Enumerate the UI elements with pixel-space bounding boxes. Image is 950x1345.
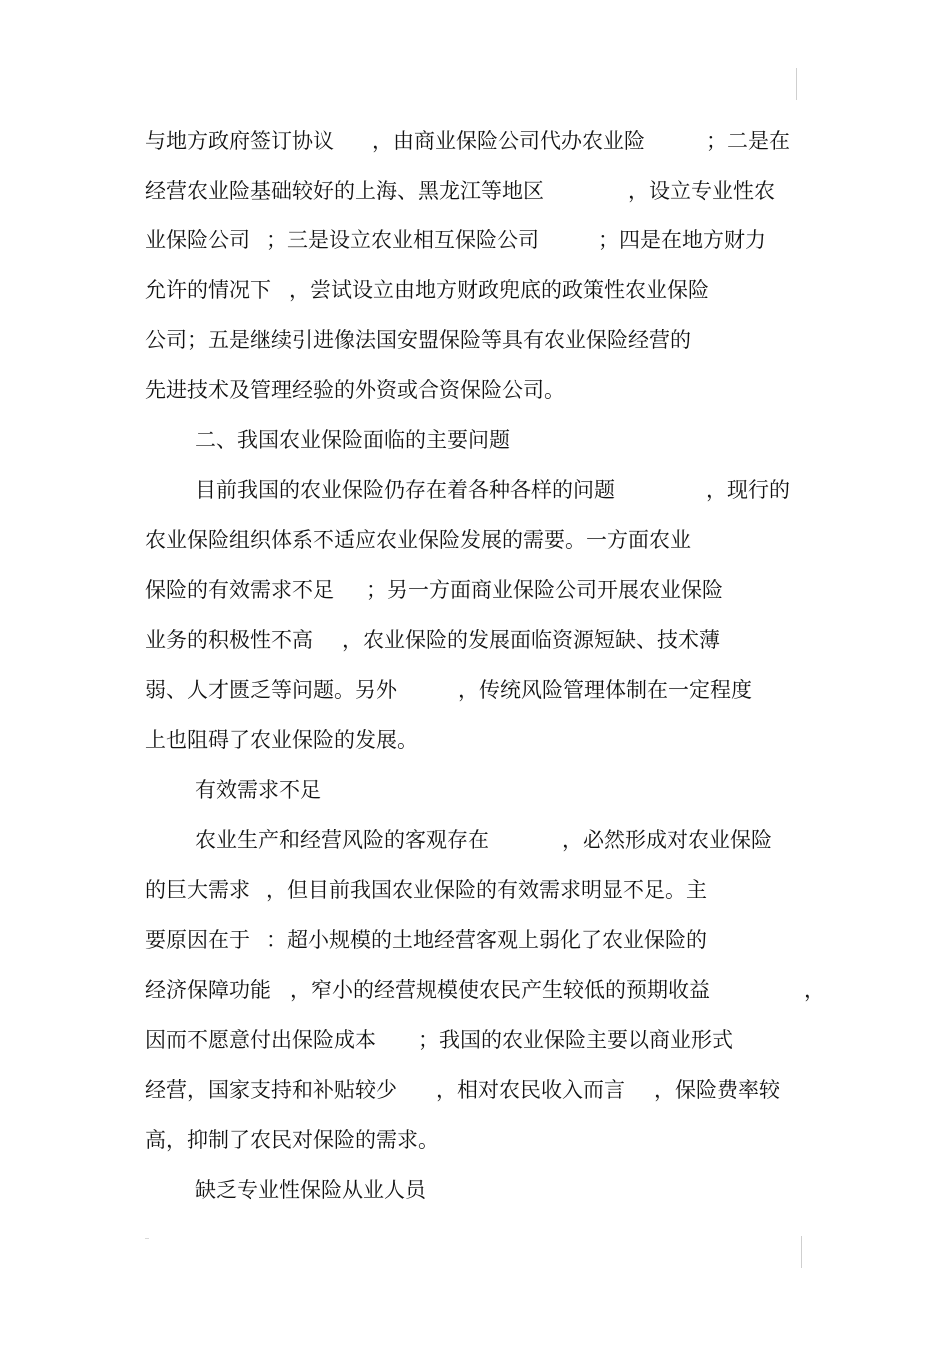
text-segment: 高，抑制了农民对保险的需求。 — [145, 1128, 439, 1152]
text-segment: 有效需求不足 — [195, 778, 321, 802]
text-segment: ，由商业保险公司代办农业险 — [372, 129, 645, 153]
text-segment: 先进技术及管理经验的外资或合资保险公司。 — [145, 378, 565, 402]
text-segment: ；二是在 — [706, 129, 790, 153]
text-segment: 农业生产和经营风险的客观存在 — [195, 828, 489, 852]
text-line — [0, 672, 950, 708]
section-heading — [0, 422, 950, 458]
text-line — [0, 372, 950, 408]
text-line — [0, 922, 950, 958]
subsection-heading — [0, 772, 950, 808]
text-segment: 保险的有效需求不足 — [145, 578, 334, 602]
text-line — [0, 872, 950, 908]
text-line — [0, 123, 950, 159]
text-segment: ，现行的 — [706, 478, 790, 502]
text-line — [0, 572, 950, 608]
text-segment: 的巨大需求 — [145, 878, 250, 902]
text-segment: ，农业保险的发展面临资源短缺、技术薄 — [342, 628, 720, 652]
text-segment: 弱、人才匮乏等问题。另外 — [145, 678, 397, 702]
text-segment: ，传统风险管理体制在一定程度 — [458, 678, 752, 702]
text-segment: ，但目前我国农业保险的有效需求明显不足。主 — [266, 878, 707, 902]
text-segment: ；四是在地方财力 — [598, 228, 766, 252]
text-line — [0, 1022, 950, 1058]
text-line — [0, 472, 950, 508]
text-segment: 二、我国农业保险面临的主要问题 — [195, 428, 510, 452]
text-line — [0, 173, 950, 209]
text-segment: ，必然形成对农业保险 — [562, 828, 772, 852]
text-segment: ；另一方面商业保险公司开展农业保险 — [366, 578, 723, 602]
text-segment: ，设立专业性农 — [628, 179, 775, 203]
text-segment: 业务的积极性不高 — [145, 628, 313, 652]
text-line — [0, 322, 950, 358]
text-segment: ；我国的农业保险主要以商业形式 — [418, 1028, 733, 1052]
text-segment: 公司；五是继续引进像法国安盟保险等具有农业保险经营的 — [145, 328, 691, 352]
text-segment: 农业保险组织体系不适应农业保险发展的需要。一方面农业 — [145, 528, 691, 552]
page-corner-mark — [145, 1238, 149, 1239]
text-segment: 目前我国的农业保险仍存在着各种各样的问题 — [195, 478, 615, 502]
text-segment: 经营农业险基础较好的上海、黑龙江等地区 — [145, 179, 544, 203]
text-line — [0, 1122, 950, 1158]
text-line — [0, 522, 950, 558]
text-segment: ，保险费率较 — [654, 1078, 780, 1102]
text-line — [0, 822, 950, 858]
text-line — [0, 222, 950, 258]
text-line — [0, 622, 950, 658]
text-segment: 因而不愿意付出保险成本 — [145, 1028, 376, 1052]
text-segment: 业保险公司 — [145, 228, 250, 252]
text-segment: 缺乏专业性保险从业人员 — [195, 1178, 426, 1202]
text-segment: ，相对农民收入而言 — [436, 1078, 625, 1102]
text-line — [0, 272, 950, 308]
text-segment: 上也阻碍了农业保险的发展。 — [145, 728, 418, 752]
text-segment: ；三是设立农业相互保险公司 — [266, 228, 539, 252]
text-segment: 允许的情况下 — [145, 278, 271, 302]
page-corner-mark — [796, 68, 797, 100]
text-line — [0, 722, 950, 758]
subsection-heading — [0, 1172, 950, 1208]
text-line — [0, 972, 950, 1008]
text-line — [0, 1072, 950, 1108]
text-segment: 经营，国家支持和补贴较少 — [145, 1078, 397, 1102]
text-segment: ， — [804, 978, 825, 1002]
text-segment: 与地方政府签订协议 — [145, 129, 334, 153]
text-segment: 要原因在于 — [145, 928, 250, 952]
page-corner-mark — [801, 1236, 802, 1268]
text-segment: 经济保障功能 — [145, 978, 271, 1002]
text-segment: ：超小规模的土地经营客观上弱化了农业保险的 — [266, 928, 707, 952]
text-segment: ，窄小的经营规模使农民产生较低的预期收益 — [290, 978, 710, 1002]
text-segment: ，尝试设立由地方财政兜底的政策性农业保险 — [289, 278, 709, 302]
